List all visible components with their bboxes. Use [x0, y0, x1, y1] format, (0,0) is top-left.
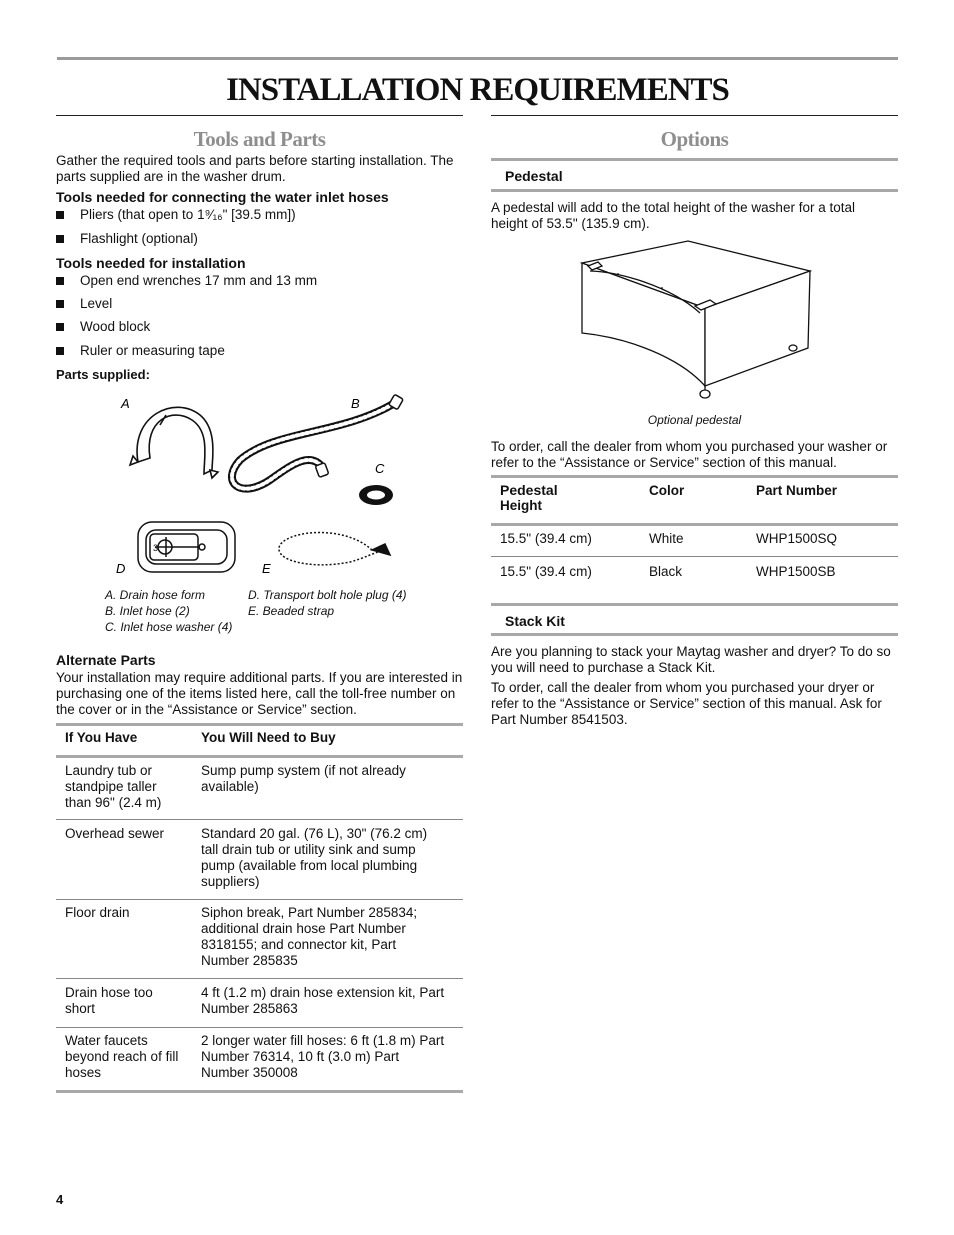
table-cell-have: Water faucets beyond reach of fill hoses: [65, 1033, 179, 1080]
stack-kit-text-1: Are you planning to stack your Maytag washer and dryer? To do so you will need to purchase a Stack Kit.: [491, 644, 891, 675]
pedestal-heading: Pedestal: [505, 168, 563, 184]
stack-kit-heading: Stack Kit: [505, 613, 565, 629]
pedestal-description: A pedestal will add to the total height of the washer for a total height of 53.5" (135.9 cm).: [491, 200, 855, 231]
col-header-part-number: Part Number: [756, 483, 838, 498]
pedestal-top-rule: [491, 158, 898, 161]
water-inlet-tools-heading: Tools needed for connecting the water inlet hoses: [56, 189, 389, 205]
parts-illustration: [100, 390, 430, 585]
page-number: 4: [56, 1192, 64, 1207]
beaded-strap-drawing: [279, 533, 390, 565]
part-caption-a: A. Drain hose form: [105, 588, 206, 602]
part-letter-c: C: [375, 461, 385, 476]
part-letter-a: A: [121, 396, 130, 411]
table-cell-have: Floor drain: [65, 905, 130, 920]
table-cell-buy: 2 longer water fill hoses: 6 ft (1.8 m) Part Number 76314, 10 ft (3.0 m) Part Number 350008: [201, 1033, 445, 1080]
list-item: Ruler or measuring tape: [56, 343, 225, 359]
transport-bolt-plug-drawing: [138, 522, 235, 572]
table-cell-have: Overhead sewer: [65, 826, 165, 841]
tools-intro: Gather the required tools and parts before starting installation. The parts supplied are in the washer drum.: [56, 153, 454, 184]
table-top-rule: [56, 723, 463, 726]
table-cell-height: 15.5" (39.4 cm): [500, 564, 592, 579]
drain-hose-form-drawing: [130, 407, 218, 478]
inlet-hose-washer-drawing: [359, 485, 393, 505]
stack-kit-text-2: To order, call the dealer from whom you purchased your dryer or refer to the “Assistance or Service” section of this manual. Ask for Part Number 8541503.: [491, 680, 882, 727]
table-cell-buy: Standard 20 gal. (76 L), 30" (76.2 cm) tall drain tub or utility sink and sump pump (available from local plumbing suppliers): [201, 826, 428, 889]
table-cell-height: 15.5" (39.4 cm): [500, 531, 592, 546]
right-section-rule: [491, 115, 898, 116]
part-caption-c: C. Inlet hose washer (4): [105, 620, 233, 634]
pedestal-dot: [617, 273, 619, 275]
table-row-divider: [56, 978, 463, 979]
page-title: INSTALLATION REQUIREMENTS: [226, 72, 729, 108]
part-letter-d: D: [116, 561, 126, 576]
alternate-parts-intro: Your installation may require additional parts. If you are interested in purchasing one of the items listed here, call the toll-free number on the cover or in the “Assistance or Service” section.: [56, 670, 463, 717]
table-cell-buy: 4 ft (1.2 m) drain hose extension kit, Part Number 285863: [201, 985, 445, 1016]
table-header-rule: [56, 755, 463, 758]
stack-kit-top-rule: [491, 603, 898, 606]
pedestal-table-header-rule: [491, 523, 898, 526]
col-header-height: Height: [500, 498, 542, 513]
pedestal-dot: [661, 287, 663, 289]
part-letter-b: B: [351, 396, 360, 411]
col-header-if-you-have: If You Have: [65, 730, 138, 745]
pedestal-bottom-rule: [491, 189, 898, 192]
svg-text:3: 3: [153, 543, 159, 553]
list-item: Wood block: [56, 319, 150, 335]
table-cell-part: WHP1500SB: [756, 564, 836, 579]
alternate-parts-heading: Alternate Parts: [56, 652, 156, 668]
pedestal-order-text: To order, call the dealer from whom you purchased your washer or refer to the “Assistance or Service” section of this manual.: [491, 439, 888, 470]
bullet-icon: [56, 277, 64, 285]
pedestal-table-top-rule: [491, 475, 898, 478]
part-caption-d: D. Transport bolt hole plug (4): [248, 588, 407, 602]
list-item: Level: [56, 296, 112, 312]
table-cell-have: Laundry tub or standpipe taller than 96" (2.4 m): [65, 763, 162, 810]
pedestal-illustration: [570, 238, 815, 403]
bullet-icon: [56, 300, 64, 308]
table-cell-buy: Sump pump system (if not already available): [201, 763, 406, 794]
bullet-icon: [56, 235, 64, 243]
col-header-you-will-need: You Will Need to Buy: [201, 730, 336, 745]
table-row-divider: [56, 819, 463, 820]
table-cell-part: WHP1500SQ: [756, 531, 838, 546]
table-bottom-rule: [56, 1090, 463, 1093]
list-item: Pliers (that open to 1⁹⁄₁₆" [39.5 mm]): [56, 207, 296, 223]
table-cell-have: Drain hose too short: [65, 985, 153, 1016]
options-heading: Options: [660, 127, 729, 151]
table-row-divider: [491, 556, 898, 557]
bullet-icon: [56, 211, 64, 219]
pedestal-caption: Optional pedestal: [647, 413, 742, 427]
table-row-divider: [56, 899, 463, 900]
list-item: Flashlight (optional): [56, 231, 198, 247]
bullet-icon: [56, 347, 64, 355]
parts-supplied-label: Parts supplied:: [56, 367, 150, 382]
table-cell-color: White: [649, 531, 684, 546]
col-header-color: Color: [649, 483, 685, 498]
bullet-icon: [56, 323, 64, 331]
tools-and-parts-heading: Tools and Parts: [193, 127, 326, 151]
table-cell-color: Black: [649, 564, 683, 579]
table-cell-buy: Siphon break, Part Number 285834; additional drain hose Part Number 8318155; and connector kit, Part Number 285835: [201, 905, 418, 968]
left-section-rule: [56, 115, 463, 116]
table-row-divider: [56, 1027, 463, 1028]
installation-tools-heading: Tools needed for installation: [56, 255, 246, 271]
part-letter-e: E: [262, 561, 271, 576]
top-rule: [57, 57, 898, 60]
part-caption-b: B. Inlet hose (2): [105, 604, 190, 618]
list-item: Open end wrenches 17 mm and 13 mm: [56, 273, 317, 289]
stack-kit-bottom-rule: [491, 633, 898, 636]
col-header-pedestal: Pedestal: [500, 482, 558, 498]
part-caption-e: E. Beaded strap: [248, 604, 335, 618]
